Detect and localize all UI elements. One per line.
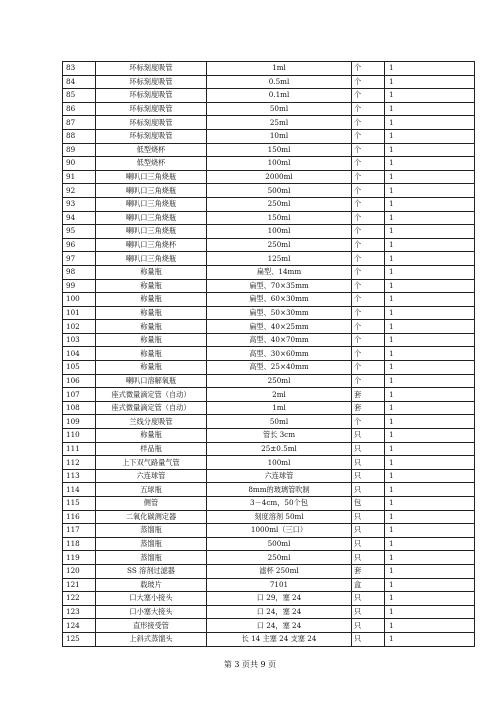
item-quantity-cell: 1: [385, 238, 475, 252]
row-number-cell: 94: [63, 211, 96, 225]
table-row: [63, 252, 475, 266]
item-quantity-cell: 1: [385, 320, 475, 334]
item-unit-cell: 个: [352, 197, 385, 211]
item-quantity-cell: 1: [385, 75, 475, 89]
item-name-cell: 直形接受管: [96, 619, 207, 633]
row-number-cell: 86: [63, 102, 96, 116]
item-name-cell: 载玻片: [96, 578, 207, 592]
item-name-cell: 喇叭口三角烧瓶: [96, 184, 207, 198]
item-name-cell: 口小塞大接头: [96, 605, 207, 619]
item-spec-cell: 1ml: [207, 401, 352, 415]
row-number-cell: 120: [63, 564, 96, 578]
item-name-cell: 低型烧杯: [96, 157, 207, 171]
item-spec-cell: 0.5ml: [207, 75, 352, 89]
item-spec-cell: 刻度溶剂 50ml: [207, 510, 352, 524]
table-row: [63, 170, 475, 184]
item-unit-cell: 个: [352, 238, 385, 252]
item-unit-cell: 个: [352, 211, 385, 225]
item-unit-cell: 套: [352, 388, 385, 402]
row-number-cell: 114: [63, 483, 96, 497]
item-spec-cell: 口 29，塞 24: [207, 592, 352, 606]
row-number-cell: 124: [63, 619, 96, 633]
table-row: [63, 415, 475, 429]
item-quantity-cell: 1: [385, 497, 475, 511]
item-name-cell: 侧管: [96, 497, 207, 511]
item-quantity-cell: 1: [385, 62, 475, 76]
item-quantity-cell: 1: [385, 442, 475, 456]
item-spec-cell: 高型、40×70mm: [207, 333, 352, 347]
item-name-cell: 环标刻度吸管: [96, 89, 207, 103]
item-name-cell: 蒸馏瓶: [96, 537, 207, 551]
item-quantity-cell: 1: [385, 456, 475, 470]
item-quantity-cell: 1: [385, 129, 475, 143]
row-number-cell: 90: [63, 157, 96, 171]
item-unit-cell: 包: [352, 497, 385, 511]
item-name-cell: 口大塞小接头: [96, 592, 207, 606]
item-quantity-cell: 1: [385, 524, 475, 538]
item-spec-cell: 0.1ml: [207, 89, 352, 103]
item-quantity-cell: 1: [385, 333, 475, 347]
item-unit-cell: 个: [352, 320, 385, 334]
item-quantity-cell: 1: [385, 293, 475, 307]
table-row: [63, 225, 475, 239]
item-unit-cell: 只: [352, 537, 385, 551]
row-number-cell: 102: [63, 320, 96, 334]
item-unit-cell: 个: [352, 415, 385, 429]
row-number-cell: 111: [63, 442, 96, 456]
item-spec-cell: 250ml: [207, 238, 352, 252]
table-row: [63, 551, 475, 565]
item-unit-cell: 个: [352, 143, 385, 157]
item-unit-cell: 个: [352, 347, 385, 361]
row-number-cell: 118: [63, 537, 96, 551]
item-quantity-cell: 1: [385, 469, 475, 483]
item-unit-cell: 个: [352, 252, 385, 266]
table-row: [63, 306, 475, 320]
item-quantity-cell: 1: [385, 632, 475, 646]
item-unit-cell: 个: [352, 333, 385, 347]
table-row: [63, 483, 475, 497]
item-unit-cell: 个: [352, 75, 385, 89]
item-spec-cell: 100ml: [207, 157, 352, 171]
item-name-cell: SS 溶剂过滤器: [96, 564, 207, 578]
row-number-cell: 88: [63, 129, 96, 143]
item-name-cell: 蒸馏瓶: [96, 551, 207, 565]
item-spec-cell: 7101: [207, 578, 352, 592]
item-spec-cell: 250ml: [207, 374, 352, 388]
item-name-cell: 喇叭口三角烧瓶: [96, 211, 207, 225]
item-name-cell: 二氧化碳测定器: [96, 510, 207, 524]
item-spec-cell: 扁型、40×25mm: [207, 320, 352, 334]
item-name-cell: 称量瓶: [96, 320, 207, 334]
item-unit-cell: 个: [352, 89, 385, 103]
item-quantity-cell: 1: [385, 510, 475, 524]
item-spec-cell: 扁型、14mm: [207, 265, 352, 279]
row-number-cell: 104: [63, 347, 96, 361]
table-row: [63, 279, 475, 293]
table-row: [63, 62, 475, 76]
item-name-cell: 喇叭口三角烧瓶: [96, 252, 207, 266]
item-unit-cell: 套: [352, 401, 385, 415]
item-name-cell: 样品瓶: [96, 442, 207, 456]
item-name-cell: 蒸馏瓶: [96, 524, 207, 538]
item-spec-cell: 100ml: [207, 456, 352, 470]
item-spec-cell: 125ml: [207, 252, 352, 266]
table-row: [63, 442, 475, 456]
page-number: 第 3 页共 9 页: [223, 660, 277, 669]
table-row: [63, 456, 475, 470]
table-row: [63, 497, 475, 511]
item-name-cell: 兰线分度吸管: [96, 415, 207, 429]
item-quantity-cell: 1: [385, 564, 475, 578]
item-unit-cell: 个: [352, 157, 385, 171]
equipment-table: [62, 61, 475, 647]
table-row: [63, 320, 475, 334]
table-row: [63, 143, 475, 157]
row-number-cell: 115: [63, 497, 96, 511]
item-quantity-cell: 1: [385, 537, 475, 551]
item-spec-cell: 1000ml（三口）: [207, 524, 352, 538]
row-number-cell: 109: [63, 415, 96, 429]
item-name-cell: 称量瓶: [96, 293, 207, 307]
table-row: [63, 333, 475, 347]
row-number-cell: 107: [63, 388, 96, 402]
item-unit-cell: 只: [352, 483, 385, 497]
row-number-cell: 83: [63, 62, 96, 76]
table-row: [63, 129, 475, 143]
row-number-cell: 91: [63, 170, 96, 184]
item-unit-cell: 个: [352, 170, 385, 184]
item-spec-cell: 管长 3cm: [207, 429, 352, 443]
item-unit-cell: 盒: [352, 578, 385, 592]
table-row: [63, 374, 475, 388]
row-number-cell: 112: [63, 456, 96, 470]
table-row: [63, 619, 475, 633]
table-row: [63, 184, 475, 198]
row-number-cell: 89: [63, 143, 96, 157]
item-unit-cell: 只: [352, 551, 385, 565]
row-number-cell: 123: [63, 605, 96, 619]
item-name-cell: 环标刻度吸管: [96, 129, 207, 143]
row-number-cell: 85: [63, 89, 96, 103]
item-spec-cell: 口 24，塞 24: [207, 619, 352, 633]
item-quantity-cell: 1: [385, 374, 475, 388]
item-spec-cell: 扁型、70×35mm: [207, 279, 352, 293]
item-unit-cell: 只: [352, 619, 385, 633]
item-quantity-cell: 1: [385, 225, 475, 239]
row-number-cell: 96: [63, 238, 96, 252]
item-unit-cell: 只: [352, 632, 385, 646]
item-spec-cell: 3－4cm，50个包: [207, 497, 352, 511]
row-number-cell: 110: [63, 429, 96, 443]
item-unit-cell: 个: [352, 265, 385, 279]
item-spec-cell: 150ml: [207, 211, 352, 225]
row-number-cell: 116: [63, 510, 96, 524]
item-spec-cell: 250ml: [207, 197, 352, 211]
item-name-cell: 称量瓶: [96, 333, 207, 347]
item-spec-cell: 25ml: [207, 116, 352, 130]
table-row: [63, 347, 475, 361]
item-spec-cell: 10ml: [207, 129, 352, 143]
item-name-cell: 称量瓶: [96, 279, 207, 293]
row-number-cell: 92: [63, 184, 96, 198]
item-unit-cell: 只: [352, 442, 385, 456]
item-unit-cell: 只: [352, 456, 385, 470]
item-name-cell: 称量瓶: [96, 265, 207, 279]
item-quantity-cell: 1: [385, 170, 475, 184]
item-name-cell: 环标刻度吸管: [96, 62, 207, 76]
item-name-cell: 六连球管: [96, 469, 207, 483]
item-spec-cell: 2000ml: [207, 170, 352, 184]
table-row: [63, 75, 475, 89]
item-unit-cell: 只: [352, 592, 385, 606]
item-name-cell: 喇叭口溶解氧瓶: [96, 374, 207, 388]
row-number-cell: 103: [63, 333, 96, 347]
row-number-cell: 93: [63, 197, 96, 211]
item-name-cell: 座式微量滴定管（自动）: [96, 388, 207, 402]
item-quantity-cell: 1: [385, 578, 475, 592]
item-quantity-cell: 1: [385, 211, 475, 225]
item-spec-cell: 口 24，塞 24: [207, 605, 352, 619]
item-quantity-cell: 1: [385, 157, 475, 171]
item-name-cell: 五球瓶: [96, 483, 207, 497]
item-spec-cell: 扁型、60×30mm: [207, 293, 352, 307]
row-number-cell: 97: [63, 252, 96, 266]
item-name-cell: 上斜式蒸馏头: [96, 632, 207, 646]
row-number-cell: 125: [63, 632, 96, 646]
table-row: [63, 116, 475, 130]
item-unit-cell: 只: [352, 429, 385, 443]
row-number-cell: 121: [63, 578, 96, 592]
item-name-cell: 环标刻度吸管: [96, 102, 207, 116]
item-name-cell: 上下双气路量气管: [96, 456, 207, 470]
row-number-cell: 100: [63, 293, 96, 307]
item-quantity-cell: 1: [385, 361, 475, 375]
item-unit-cell: 个: [352, 374, 385, 388]
item-name-cell: 喇叭口三角烧瓶: [96, 170, 207, 184]
item-spec-cell: 高型、30×60mm: [207, 347, 352, 361]
item-unit-cell: 个: [352, 184, 385, 198]
item-quantity-cell: 1: [385, 143, 475, 157]
table-row: [63, 578, 475, 592]
item-spec-cell: 长 14 主塞 24 支塞 24: [207, 632, 352, 646]
item-unit-cell: 只: [352, 524, 385, 538]
item-unit-cell: 只: [352, 605, 385, 619]
item-quantity-cell: 1: [385, 415, 475, 429]
item-spec-cell: 8mm的玻璃管吹制: [207, 483, 352, 497]
item-unit-cell: 只: [352, 469, 385, 483]
item-spec-cell: 六连球管: [207, 469, 352, 483]
item-quantity-cell: 1: [385, 252, 475, 266]
item-unit-cell: 个: [352, 62, 385, 76]
item-spec-cell: 100ml: [207, 225, 352, 239]
row-number-cell: 105: [63, 361, 96, 375]
item-name-cell: 喇叭口三角烧瓶: [96, 225, 207, 239]
table-row: [63, 401, 475, 415]
row-number-cell: 117: [63, 524, 96, 538]
row-number-cell: 122: [63, 592, 96, 606]
equipment-table-body: [63, 62, 475, 647]
item-spec-cell: 1ml: [207, 62, 352, 76]
item-unit-cell: 个: [352, 361, 385, 375]
item-unit-cell: 个: [352, 102, 385, 116]
item-spec-cell: 滤杯 250ml: [207, 564, 352, 578]
item-name-cell: 环标刻度吸管: [96, 75, 207, 89]
table-row: [63, 388, 475, 402]
item-spec-cell: 50ml: [207, 102, 352, 116]
table-row: [63, 510, 475, 524]
item-unit-cell: 套: [352, 564, 385, 578]
item-name-cell: 低型烧杯: [96, 143, 207, 157]
item-quantity-cell: 1: [385, 279, 475, 293]
item-unit-cell: 个: [352, 306, 385, 320]
item-quantity-cell: 1: [385, 429, 475, 443]
item-name-cell: 座式微量滴定管（自动）: [96, 401, 207, 415]
table-row: [63, 361, 475, 375]
table-row: [63, 102, 475, 116]
item-quantity-cell: 1: [385, 551, 475, 565]
row-number-cell: 87: [63, 116, 96, 130]
item-spec-cell: 500ml: [207, 184, 352, 198]
item-quantity-cell: 1: [385, 592, 475, 606]
item-quantity-cell: 1: [385, 306, 475, 320]
item-unit-cell: 个: [352, 116, 385, 130]
row-number-cell: 101: [63, 306, 96, 320]
item-unit-cell: 只: [352, 510, 385, 524]
row-number-cell: 108: [63, 401, 96, 415]
item-name-cell: 称量瓶: [96, 429, 207, 443]
table-row: [63, 429, 475, 443]
table-row: [63, 524, 475, 538]
item-quantity-cell: 1: [385, 102, 475, 116]
item-unit-cell: 个: [352, 129, 385, 143]
item-quantity-cell: 1: [385, 116, 475, 130]
table-row: [63, 605, 475, 619]
item-spec-cell: 扁型、50×30mm: [207, 306, 352, 320]
table-row: [63, 564, 475, 578]
item-unit-cell: 个: [352, 225, 385, 239]
item-spec-cell: 250ml: [207, 551, 352, 565]
item-quantity-cell: 1: [385, 483, 475, 497]
item-quantity-cell: 1: [385, 619, 475, 633]
table-row: [63, 293, 475, 307]
item-quantity-cell: 1: [385, 197, 475, 211]
table-row: [63, 211, 475, 225]
item-spec-cell: 150ml: [207, 143, 352, 157]
table-row: [63, 157, 475, 171]
table-row: [63, 632, 475, 646]
table-row: [63, 469, 475, 483]
item-spec-cell: 高型、25×40mm: [207, 361, 352, 375]
item-spec-cell: 500ml: [207, 537, 352, 551]
item-quantity-cell: 1: [385, 184, 475, 198]
item-quantity-cell: 1: [385, 89, 475, 103]
table-row: [63, 537, 475, 551]
row-number-cell: 98: [63, 265, 96, 279]
item-name-cell: 喇叭口三角烧瓶: [96, 197, 207, 211]
item-name-cell: 环标刻度吸管: [96, 116, 207, 130]
item-spec-cell: 2ml: [207, 388, 352, 402]
row-number-cell: 95: [63, 225, 96, 239]
item-spec-cell: 50ml: [207, 415, 352, 429]
item-spec-cell: 25±0.5ml: [207, 442, 352, 456]
item-name-cell: 喇叭口三角烧杯: [96, 238, 207, 252]
item-name-cell: 称量瓶: [96, 306, 207, 320]
row-number-cell: 106: [63, 374, 96, 388]
row-number-cell: 113: [63, 469, 96, 483]
table-row: [63, 238, 475, 252]
item-unit-cell: 个: [352, 279, 385, 293]
table-row: [63, 265, 475, 279]
item-unit-cell: 个: [352, 293, 385, 307]
row-number-cell: 84: [63, 75, 96, 89]
table-row: [63, 197, 475, 211]
item-quantity-cell: 1: [385, 388, 475, 402]
row-number-cell: 119: [63, 551, 96, 565]
table-row: [63, 89, 475, 103]
item-quantity-cell: 1: [385, 605, 475, 619]
row-number-cell: 99: [63, 279, 96, 293]
item-quantity-cell: 1: [385, 347, 475, 361]
item-name-cell: 称量瓶: [96, 361, 207, 375]
item-quantity-cell: 1: [385, 401, 475, 415]
item-quantity-cell: 1: [385, 265, 475, 279]
table-row: [63, 592, 475, 606]
item-name-cell: 称量瓶: [96, 347, 207, 361]
